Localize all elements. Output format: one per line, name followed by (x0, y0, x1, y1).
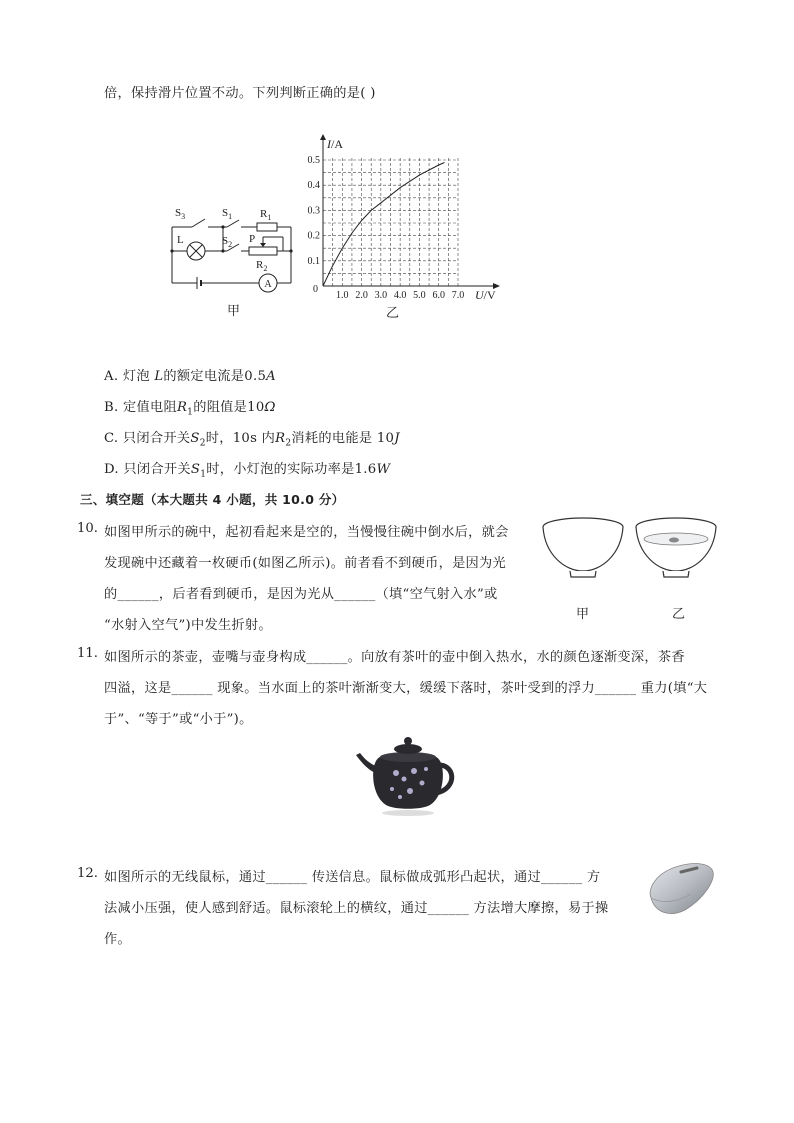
question-9-tail: 倍，保持滑片位置不动。下列判断正确的是( ) (104, 86, 376, 101)
question-10-line-2: 发现碗中还藏着一枚硬币(如图乙所示)。前者看不到硬币，是因为光 (104, 556, 507, 571)
option-c: C. 只闭合开关$S_2$时，10s 内$R_2$消耗的电能是 10J (104, 431, 400, 449)
teapot-image (352, 733, 460, 817)
empty-bowl-image (540, 515, 626, 581)
label-s3: $S_3$ (175, 207, 186, 221)
label-s1: $S_1$ (222, 207, 233, 221)
question-11-number: 11. (77, 646, 98, 661)
x-tick-label: 2.0 (355, 290, 368, 301)
question-11-line-1: 如图所示的茶壶，壶嘴与壶身构成______。向放有茶叶的壶中倒入热水，水的颜色逐渐变深，茶香 (104, 650, 685, 665)
x-tick-label: 6.0 (432, 290, 445, 301)
x-tick-label: 3.0 (374, 290, 388, 301)
question-12-number: 12. (77, 866, 98, 881)
option-a: A. 灯泡 L的额定电流是0.5A (104, 369, 276, 384)
x-tick-label: 5.0 (413, 290, 426, 301)
option-b: B. 定值电阻$R_1$的阻值是10Ω (104, 400, 276, 418)
option-d: D. 只闭合开关$S_1$时，小灯泡的实际功率是1.6W (104, 462, 391, 480)
origin-label: 0 (313, 284, 318, 295)
y-tick-label: 0.4 (307, 180, 320, 192)
label-r2: $R_2$ (256, 259, 268, 273)
wireless-mouse-image (645, 858, 717, 922)
question-12-line-1: 如图所示的无线鼠标，通过______ 传送信息。鼠标做成弧形凸起状，通过______ 方 (104, 870, 601, 885)
circuit-caption: 甲 (227, 304, 241, 319)
question-12-line-3: 作。 (104, 932, 131, 947)
question-10-line-4: “水射入空气”)中发生折射。 (104, 618, 272, 633)
bowl-with-water-image (633, 515, 719, 581)
question-12-line-2: 法减小压强，使人感到舒适。鼠标滚轮上的横纹，通过______ 方法增大摩擦，易于操 (104, 901, 609, 916)
x-tick-label: 7.0 (451, 290, 465, 301)
iu-curve (323, 163, 445, 287)
y-axis-label: I/A (327, 137, 343, 151)
x-tick-label: 4.0 (393, 290, 407, 301)
label-p: P (249, 233, 256, 245)
coin-icon (669, 538, 679, 543)
label-s2: $S_2$ (222, 235, 233, 249)
question-10-number: 10. (77, 521, 98, 536)
ammeter-icon: A (264, 279, 272, 290)
question-10-line-3: 的______，后者看到硬币，是因为光从______（填“空气射入水”或 (104, 587, 498, 602)
iu-graph (305, 134, 505, 304)
label-r1: $R_1$ (260, 208, 272, 222)
x-axis-label: U/V (475, 288, 496, 302)
y-tick-label: 0.1 (307, 255, 320, 267)
question-11-line-2: 四溢，这是______ 现象。当水面上的茶叶渐渐变大，缓缓下落时，茶叶受到的浮力______ 重力(填“大 (104, 681, 708, 696)
label-l: L (177, 234, 184, 246)
y-tick-label: 0.5 (307, 155, 320, 166)
bowl-caption-b: 乙 (672, 607, 686, 622)
bowl-caption-a: 甲 (576, 607, 590, 622)
y-tick-label: 0.3 (307, 205, 320, 217)
graph-caption: 乙 (386, 306, 400, 321)
question-11-line-3: 于”、“等于”或“小于”)。 (104, 712, 253, 727)
y-tick-label: 0.2 (307, 230, 320, 242)
x-tick-label: 1.0 (336, 290, 349, 301)
section-3-header: 三、填空题（本大题共 4 小题，共 10.0 分） (80, 492, 345, 507)
question-10-line-1: 如图甲所示的碗中，起初看起来是空的，当慢慢往碗中倒水后，就会 (104, 525, 509, 540)
y-axis-arrow (320, 134, 326, 140)
